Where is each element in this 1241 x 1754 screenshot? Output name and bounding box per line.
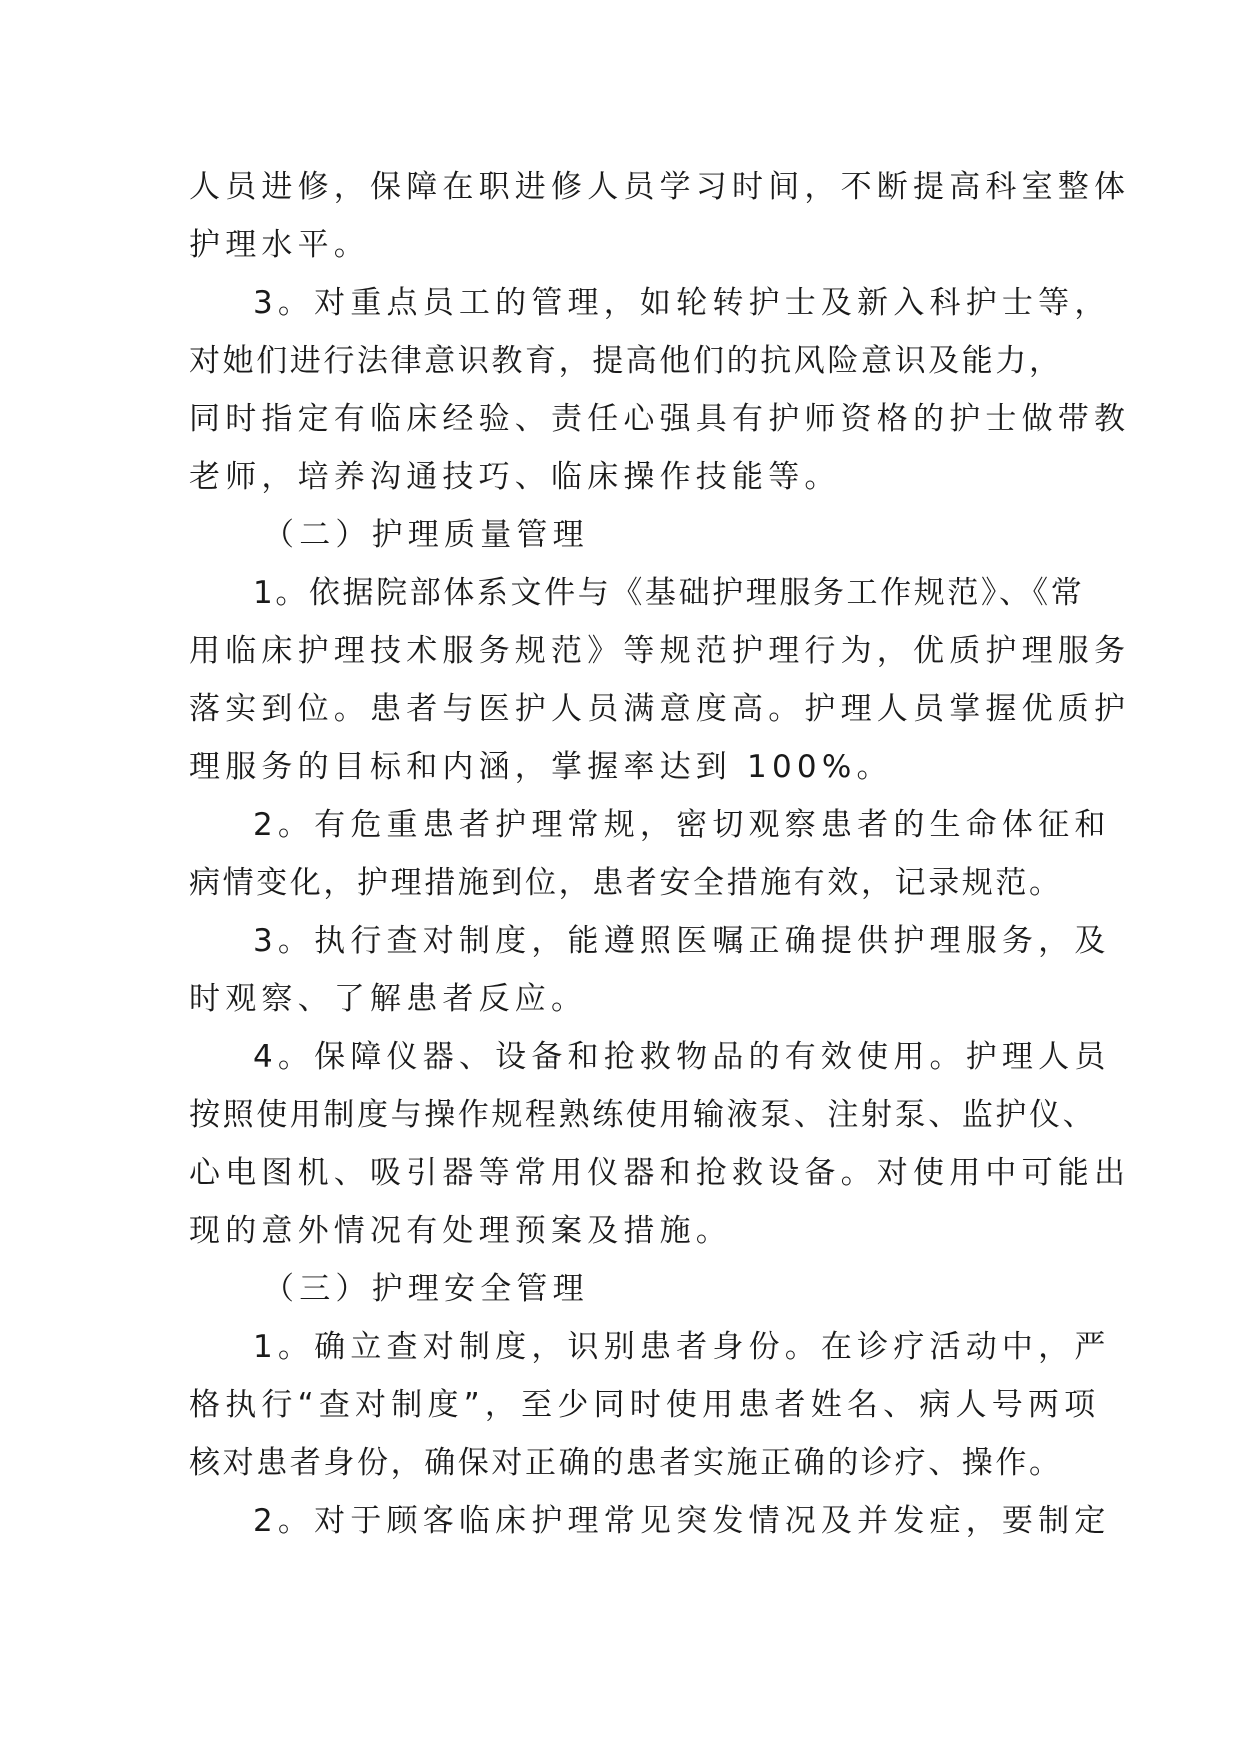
- text-line: 核对患者身份，确保对正确的患者实施正确的诊疗、操作。: [189, 1445, 1063, 1481]
- document-body: [189, 158, 1131, 1550]
- text-line: 护理水平。: [189, 227, 370, 263]
- text-line: 用临床护理技术服务规范》等规范护理行为，优质护理服务: [189, 633, 1131, 669]
- text-line: 3。执行查对制度，能遵照医嘱正确提供护理服务，及: [253, 923, 1111, 959]
- text-line: 对她们进行法律意识教育，提高他们的抗风险意识及能力，: [189, 343, 1063, 379]
- section-heading: （二）护理质量管理: [263, 517, 589, 553]
- text-line: 3。对重点员工的管理，如轮转护士及新入科护士等，: [253, 285, 1111, 321]
- text-line: 2。有危重患者护理常规，密切观察患者的生命体征和: [253, 807, 1111, 843]
- text-line: 落实到位。患者与医护人员满意度高。护理人员掌握优质护: [189, 691, 1131, 727]
- text-line: 人员进修，保障在职进修人员学习时间，不断提高科室整体: [189, 169, 1131, 205]
- text-line: 同时指定有临床经验、责任心强具有护师资格的护士做带教: [189, 401, 1131, 437]
- text-line: 时观察、了解患者反应。: [189, 981, 588, 1017]
- text-line: 4。保障仪器、设备和抢救物品的有效使用。护理人员: [253, 1039, 1111, 1075]
- text-line: 理服务的目标和内涵，掌握率达到 100%。: [189, 749, 893, 785]
- text-line: 1。确立查对制度，识别患者身份。在诊疗活动中，严: [253, 1329, 1111, 1365]
- text-line: 老师，培养沟通技巧、临床操作技能等。: [189, 459, 841, 495]
- text-line: 格执行“查对制度”，至少同时使用患者姓名、病人号两项: [189, 1387, 1101, 1423]
- text-line: 现的意外情况有处理预案及措施。: [189, 1213, 732, 1249]
- text-line: 1。依据院部体系文件与《基础护理服务工作规范》、《常: [253, 575, 1085, 611]
- text-line: 2。对于顾客临床护理常见突发情况及并发症，要制定: [253, 1503, 1111, 1539]
- text-line: 病情变化，护理措施到位，患者安全措施有效，记录规范。: [189, 865, 1063, 901]
- text-line: 按照使用制度与操作规程熟练使用输液泵、注射泵、监护仪、: [189, 1097, 1097, 1133]
- text-line: 心电图机、吸引器等常用仪器和抢救设备。对使用中可能出: [189, 1155, 1131, 1191]
- section-heading: （三）护理安全管理: [263, 1271, 589, 1307]
